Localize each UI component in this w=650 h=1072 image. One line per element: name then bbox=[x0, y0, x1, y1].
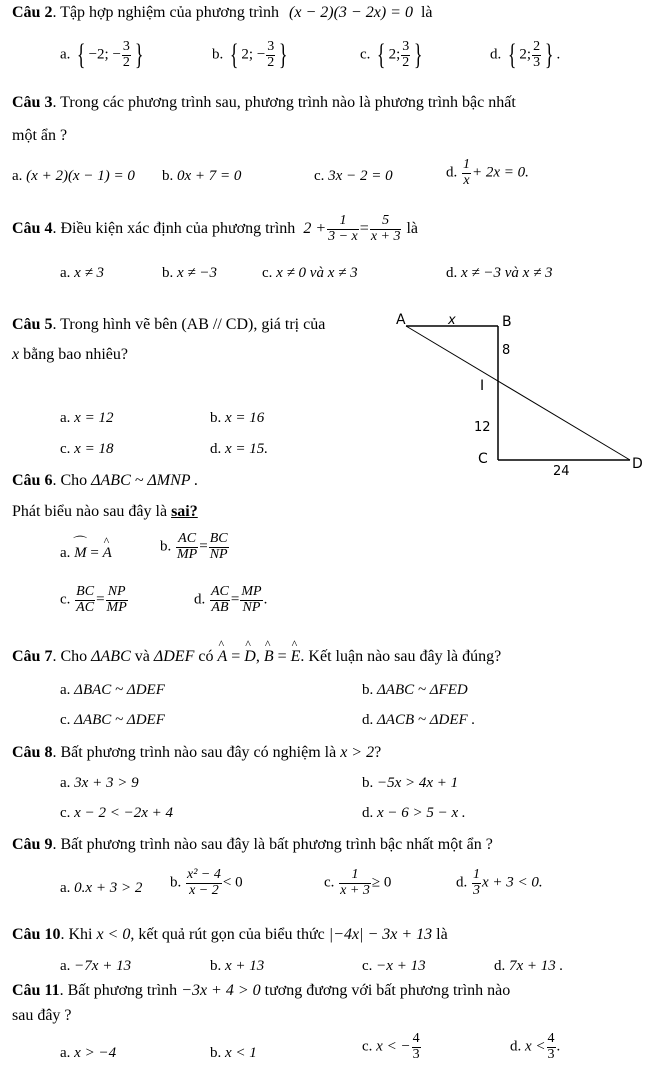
denominator: x + 3 bbox=[370, 228, 401, 244]
q5-option-b[interactable] bbox=[210, 410, 264, 427]
numerator: 1 bbox=[327, 214, 359, 230]
fraction bbox=[209, 532, 229, 562]
denominator: 3 bbox=[547, 1046, 555, 1062]
emphasis: sai? bbox=[171, 503, 198, 520]
left-brace: { bbox=[377, 38, 386, 72]
q3-option-a[interactable] bbox=[12, 168, 135, 185]
option-letter: d. bbox=[194, 591, 206, 608]
option-value: ΔABC ~ ΔFED bbox=[377, 682, 468, 698]
angle-m: ⌒ M bbox=[74, 545, 87, 562]
numerator: 1 bbox=[339, 868, 371, 884]
question-text: , kết quả rút gọn của biểu thức bbox=[130, 926, 325, 943]
option-value: ΔACB ~ ΔDEF . bbox=[377, 712, 476, 728]
question-text: . Cho bbox=[52, 648, 88, 665]
option-value: 7x + 13 . bbox=[509, 958, 564, 974]
option-value: −7x + 13 bbox=[74, 958, 132, 974]
numerator: 4 bbox=[412, 1031, 420, 1046]
question-9-stem bbox=[12, 836, 493, 854]
right-brace: } bbox=[544, 38, 554, 72]
q2-option-c[interactable] bbox=[360, 40, 426, 70]
question-text: . Bất phương trình nào sau đây có nghiệm là bbox=[52, 744, 337, 761]
option-value: x ≠ −3 bbox=[177, 265, 218, 281]
question-tail: là bbox=[406, 219, 419, 237]
option-letter: b. bbox=[362, 775, 374, 791]
numerator: 1 bbox=[463, 157, 470, 172]
fraction bbox=[401, 40, 410, 70]
option-letter: c. bbox=[362, 1038, 373, 1055]
option-letter: a. bbox=[60, 880, 71, 896]
option-value: < 0 bbox=[222, 874, 243, 891]
expression: ΔABC ~ ΔMNP . bbox=[91, 472, 199, 489]
option-value: x ≠ −3 và x ≠ 3 bbox=[461, 265, 553, 281]
question-11-stem-line2 bbox=[12, 1007, 72, 1025]
denominator: AC bbox=[76, 599, 95, 615]
numerator: 3 bbox=[402, 39, 410, 54]
option-value: x < − bbox=[376, 1038, 411, 1055]
question-5-stem-line2 bbox=[12, 346, 128, 364]
denominator: 3 bbox=[533, 54, 541, 70]
option-value: x + 13 bbox=[225, 958, 265, 974]
fraction bbox=[472, 868, 481, 898]
option-letter: b. bbox=[162, 168, 174, 184]
option-letter: d. bbox=[510, 1038, 522, 1055]
option-value: −5x > 4x + 1 bbox=[377, 775, 459, 791]
option-value: x = 18 bbox=[74, 441, 114, 457]
numerator: MP bbox=[241, 584, 262, 599]
question-text: . Bất phương trình bbox=[59, 982, 178, 999]
option-letter: b. bbox=[160, 538, 172, 555]
left-brace: { bbox=[507, 38, 517, 72]
angle-a: ^ A bbox=[103, 545, 112, 562]
question-5-stem bbox=[12, 316, 325, 334]
q11-option-d[interactable] bbox=[510, 1032, 560, 1062]
label-b: B bbox=[502, 314, 512, 330]
right-brace: } bbox=[134, 38, 144, 72]
q7-option-d[interactable] bbox=[362, 712, 475, 729]
numerator: BC bbox=[209, 531, 228, 546]
fraction bbox=[186, 868, 222, 898]
question-text: sau đây ? bbox=[12, 1007, 72, 1024]
angle-b: ^ B bbox=[264, 648, 274, 666]
option-letter: b. bbox=[212, 46, 224, 63]
q4-option-c[interactable] bbox=[262, 265, 358, 282]
denominator: 2 bbox=[267, 54, 275, 70]
denominator: x − 2 bbox=[189, 882, 219, 898]
option-letter: a. bbox=[60, 775, 71, 791]
fraction bbox=[327, 214, 359, 244]
question-6-stem bbox=[12, 472, 198, 490]
equals-sign: = bbox=[90, 545, 99, 561]
option-letter: c. bbox=[360, 46, 371, 63]
label-bi-length: 8 bbox=[502, 343, 511, 358]
question-2-stem bbox=[12, 4, 433, 22]
question-8-stem bbox=[12, 744, 381, 762]
equation-part: 2 + bbox=[303, 219, 327, 237]
q7-option-b[interactable] bbox=[362, 682, 468, 699]
option-letter: d. bbox=[446, 265, 458, 281]
denominator: AB bbox=[211, 599, 229, 615]
option-value: + 2x = 0. bbox=[472, 164, 529, 181]
condition: x < 0 bbox=[96, 926, 131, 943]
expression: x > 2 bbox=[340, 744, 375, 761]
question-3-stem-line2 bbox=[12, 127, 67, 145]
option-value: 0.x + 3 > 2 bbox=[74, 880, 143, 896]
option-letter: d. bbox=[210, 441, 222, 457]
option-value: x − 2 < −2x + 4 bbox=[74, 805, 173, 821]
question-text: một ẩn ? bbox=[12, 127, 68, 144]
segment-ad bbox=[406, 326, 630, 460]
question-tail: là bbox=[436, 926, 448, 943]
question-7-stem: Câu 7. Cho ΔABC và ΔDEF có ^ A = ^ D, ^ B = ^ E. Kết luận nào sau đây là đúng? bbox=[12, 648, 501, 666]
q10-option-b[interactable] bbox=[210, 958, 264, 975]
question-11-stem bbox=[12, 982, 510, 1000]
q11-option-b[interactable] bbox=[210, 1045, 257, 1062]
denominator: MP bbox=[177, 546, 198, 562]
q10-option-a[interactable] bbox=[60, 958, 131, 975]
q2-option-b[interactable] bbox=[212, 40, 291, 70]
q5-option-c[interactable] bbox=[60, 441, 113, 458]
numerator: x² − 4 bbox=[187, 867, 221, 882]
option-value: −2; − bbox=[88, 46, 121, 63]
q8-option-b[interactable] bbox=[362, 775, 458, 792]
q8-option-a[interactable] bbox=[60, 775, 139, 792]
fraction bbox=[412, 1032, 421, 1062]
label-ab-length: x bbox=[448, 313, 456, 328]
q6-option-c[interactable]: c. $\frac{BC}{AC}$ = $\frac{NP}{MP}$ bbox=[60, 584, 127, 615]
question-text: . Tập hợp nghiệm của phương trình bbox=[52, 4, 280, 21]
q11-option-c[interactable] bbox=[362, 1032, 422, 1062]
question-text: tương đương với bất phương trình nào bbox=[264, 982, 511, 999]
q9-option-d[interactable] bbox=[456, 868, 543, 898]
option-letter: d. bbox=[362, 805, 374, 821]
label-cd-length: 24 bbox=[553, 464, 570, 479]
option-value: −x + 13 bbox=[376, 958, 426, 974]
question-text: Phát biểu nào sau đây là bbox=[12, 503, 172, 520]
question-text: . Trong hình vẽ bên (AB // CD), giá trị của bbox=[52, 316, 326, 333]
question-text: có bbox=[198, 648, 214, 665]
denominator: 3 bbox=[412, 1046, 420, 1062]
q11-option-a[interactable] bbox=[60, 1045, 116, 1062]
q7-option-a[interactable] bbox=[60, 682, 165, 699]
question-text: . Bất phương trình nào sau đây là bất phương trình bậc nhất một ẩn ? bbox=[52, 836, 493, 853]
option-value: 2; bbox=[519, 46, 532, 63]
option-letter: c. bbox=[60, 712, 71, 728]
option-letter: a. bbox=[12, 168, 23, 184]
option-value: x + 3 < 0. bbox=[482, 874, 543, 891]
expression: |−4x| − 3x + 13 bbox=[328, 926, 433, 943]
question-10-stem bbox=[12, 926, 448, 944]
q2-option-d[interactable] bbox=[490, 40, 560, 70]
fraction bbox=[339, 868, 371, 898]
option-letter: d. bbox=[362, 712, 374, 728]
option-letter: b. bbox=[210, 1045, 222, 1061]
fraction bbox=[106, 585, 128, 615]
q5-option-a[interactable] bbox=[60, 410, 113, 427]
question-label: Câu 2 bbox=[12, 4, 53, 21]
numerator: NP bbox=[106, 585, 128, 601]
question-label: Câu 10 bbox=[12, 926, 61, 943]
equation: (x − 2)(3 − 2x) = 0 bbox=[289, 4, 413, 21]
left-brace: { bbox=[229, 38, 239, 72]
q6-option-b[interactable]: b. $\frac{AC}{MP}$ = $\frac{BC}{NP}$ bbox=[160, 531, 228, 562]
q3-option-d[interactable] bbox=[446, 158, 529, 188]
numerator: 5 bbox=[370, 214, 402, 230]
q8-option-d[interactable] bbox=[362, 805, 466, 822]
option-letter: b. bbox=[170, 874, 182, 891]
option-letter: b. bbox=[362, 682, 374, 698]
question-text: . Điều kiện xác định của phương trình bbox=[52, 219, 296, 237]
denominator: MP bbox=[106, 599, 127, 615]
question-label: Câu 4 bbox=[12, 219, 53, 237]
question-text: . Kết luận nào sau đây là đúng? bbox=[300, 648, 502, 665]
denominator: 2 bbox=[122, 54, 130, 70]
option-value: x − 6 > 5 − x . bbox=[377, 805, 466, 821]
angle-d: ^ D bbox=[244, 648, 256, 666]
label-a: A bbox=[396, 312, 406, 328]
option-end: . bbox=[263, 591, 268, 608]
label-c: C bbox=[478, 451, 488, 467]
option-value: x > −4 bbox=[74, 1045, 117, 1061]
q8-option-c[interactable] bbox=[60, 805, 173, 822]
fraction bbox=[370, 214, 402, 244]
denominator: 3 bbox=[473, 882, 480, 898]
q4-option-d[interactable] bbox=[446, 265, 553, 282]
fraction bbox=[240, 585, 262, 615]
q3-option-b[interactable] bbox=[162, 168, 241, 185]
option-value: 0x + 7 = 0 bbox=[177, 168, 242, 184]
numerator: AC bbox=[176, 532, 198, 548]
q10-option-d[interactable] bbox=[494, 958, 563, 975]
question-text: . Cho bbox=[52, 472, 88, 489]
option-letter: b. bbox=[162, 265, 174, 281]
left-brace: { bbox=[77, 38, 86, 72]
fraction bbox=[210, 585, 230, 615]
question-6-stem-line2 bbox=[12, 503, 198, 521]
question-label: Câu 9 bbox=[12, 836, 53, 853]
fraction bbox=[532, 40, 541, 70]
option-letter: c. bbox=[60, 441, 71, 457]
question-label: Câu 11 bbox=[12, 982, 60, 999]
denominator: x + 3 bbox=[340, 882, 370, 898]
fraction bbox=[122, 40, 131, 70]
question-label: Câu 5 bbox=[12, 316, 53, 333]
question-text: . Khi bbox=[60, 926, 93, 943]
question-label: Câu 8 bbox=[12, 744, 53, 761]
denominator: 2 bbox=[402, 54, 410, 70]
option-letter: a. bbox=[60, 545, 71, 561]
option-value: x < 1 bbox=[225, 1045, 257, 1061]
fraction bbox=[75, 585, 95, 615]
question-tail: là bbox=[420, 4, 433, 21]
option-letter: d. bbox=[490, 46, 502, 63]
numerator: 4 bbox=[547, 1031, 555, 1046]
option-letter: a. bbox=[60, 265, 71, 281]
option-letter: d. bbox=[446, 164, 458, 181]
q6-option-d[interactable]: d. $\frac{AC}{AB}$ = $\frac{MP}{NP}$ . bbox=[194, 584, 268, 615]
numerator: BC bbox=[76, 584, 95, 599]
expression: −3x + 4 > 0 bbox=[181, 982, 261, 999]
fraction bbox=[547, 1032, 556, 1062]
option-letter: a. bbox=[60, 1045, 71, 1061]
option-value: (x + 2)(x − 1) = 0 bbox=[26, 168, 135, 184]
option-value: 3x + 3 > 9 bbox=[74, 775, 139, 791]
geometry-figure bbox=[360, 300, 650, 480]
question-text: . Trong các phương trình sau, phương trình nào là phương trình bậc nhất bbox=[52, 94, 516, 111]
option-letter: c. bbox=[60, 805, 71, 821]
option-value: x = 16 bbox=[225, 410, 265, 426]
option-value: ≥ 0 bbox=[371, 874, 392, 891]
q7-option-c[interactable] bbox=[60, 712, 165, 729]
option-value: 3x − 2 = 0 bbox=[328, 168, 393, 184]
angle-a: ^ A bbox=[217, 648, 227, 666]
angle-e: ^ E bbox=[291, 648, 301, 666]
denominator: NP bbox=[209, 546, 228, 562]
q4-option-b[interactable] bbox=[162, 265, 217, 282]
option-value: x ≠ 3 bbox=[74, 265, 105, 281]
option-value: x ≠ 0 và x ≠ 3 bbox=[276, 265, 358, 281]
q10-option-c[interactable] bbox=[362, 958, 426, 975]
denominator: 3 − x bbox=[328, 228, 358, 244]
label-d: D bbox=[632, 456, 643, 472]
option-letter: c. bbox=[60, 591, 71, 608]
q4-option-a[interactable] bbox=[60, 265, 104, 282]
question-3-stem bbox=[12, 94, 516, 112]
numerator: AC bbox=[211, 584, 229, 599]
option-value: ΔABC ~ ΔDEF bbox=[74, 712, 165, 728]
fraction bbox=[462, 158, 471, 188]
option-letter: c. bbox=[362, 958, 373, 974]
numerator: 1 bbox=[473, 867, 480, 882]
triangle: ΔABC bbox=[91, 648, 131, 665]
option-letter: c. bbox=[324, 874, 335, 891]
option-value: x = 12 bbox=[74, 410, 114, 426]
q5-option-d[interactable] bbox=[210, 441, 268, 458]
label-ic-length: 12 bbox=[474, 420, 491, 435]
option-value: 2; − bbox=[241, 46, 266, 63]
option-letter: c. bbox=[262, 265, 273, 281]
right-brace: } bbox=[279, 38, 288, 72]
option-letter: b. bbox=[210, 958, 222, 974]
numerator: 3 bbox=[267, 39, 275, 54]
q2-option-a[interactable] bbox=[60, 40, 146, 70]
variable: x bbox=[12, 346, 20, 363]
option-value: x < bbox=[525, 1038, 546, 1055]
denominator: NP bbox=[242, 599, 261, 615]
question-label: Câu 7 bbox=[12, 648, 53, 665]
equals-sign: = bbox=[359, 219, 369, 237]
option-letter: d. bbox=[494, 958, 506, 974]
option-value: 2; bbox=[388, 46, 401, 63]
q6-option-a[interactable] bbox=[60, 545, 112, 562]
q9-option-c[interactable] bbox=[324, 868, 391, 898]
q3-option-c[interactable] bbox=[314, 168, 393, 185]
option-value: x = 15. bbox=[225, 441, 269, 457]
question-text: bằng bao nhiêu? bbox=[19, 346, 128, 363]
q9-option-a[interactable] bbox=[60, 880, 142, 897]
numerator: 3 bbox=[122, 39, 130, 54]
option-end: . bbox=[556, 1038, 561, 1055]
question-label: Câu 6 bbox=[12, 472, 53, 489]
option-end: . bbox=[556, 46, 561, 63]
fraction bbox=[176, 532, 198, 562]
option-letter: a. bbox=[60, 46, 71, 63]
option-letter: b. bbox=[210, 410, 222, 426]
question-text: và bbox=[134, 648, 150, 665]
question-label: Câu 3 bbox=[12, 94, 53, 111]
triangle: ΔDEF bbox=[153, 648, 195, 665]
denominator: x bbox=[463, 172, 470, 188]
option-letter: d. bbox=[456, 874, 468, 891]
question-4-stem bbox=[12, 214, 418, 244]
question-tail: ? bbox=[374, 744, 382, 761]
option-letter: a. bbox=[60, 682, 71, 698]
option-letter: c. bbox=[314, 168, 325, 184]
q9-option-b[interactable] bbox=[170, 868, 243, 898]
fraction bbox=[266, 40, 275, 70]
option-value: ΔBAC ~ ΔDEF bbox=[74, 682, 165, 698]
label-i: I bbox=[480, 378, 485, 394]
option-letter: a. bbox=[60, 958, 71, 974]
numerator: 2 bbox=[533, 39, 541, 54]
option-letter: a. bbox=[60, 410, 71, 426]
right-brace: } bbox=[414, 38, 423, 72]
